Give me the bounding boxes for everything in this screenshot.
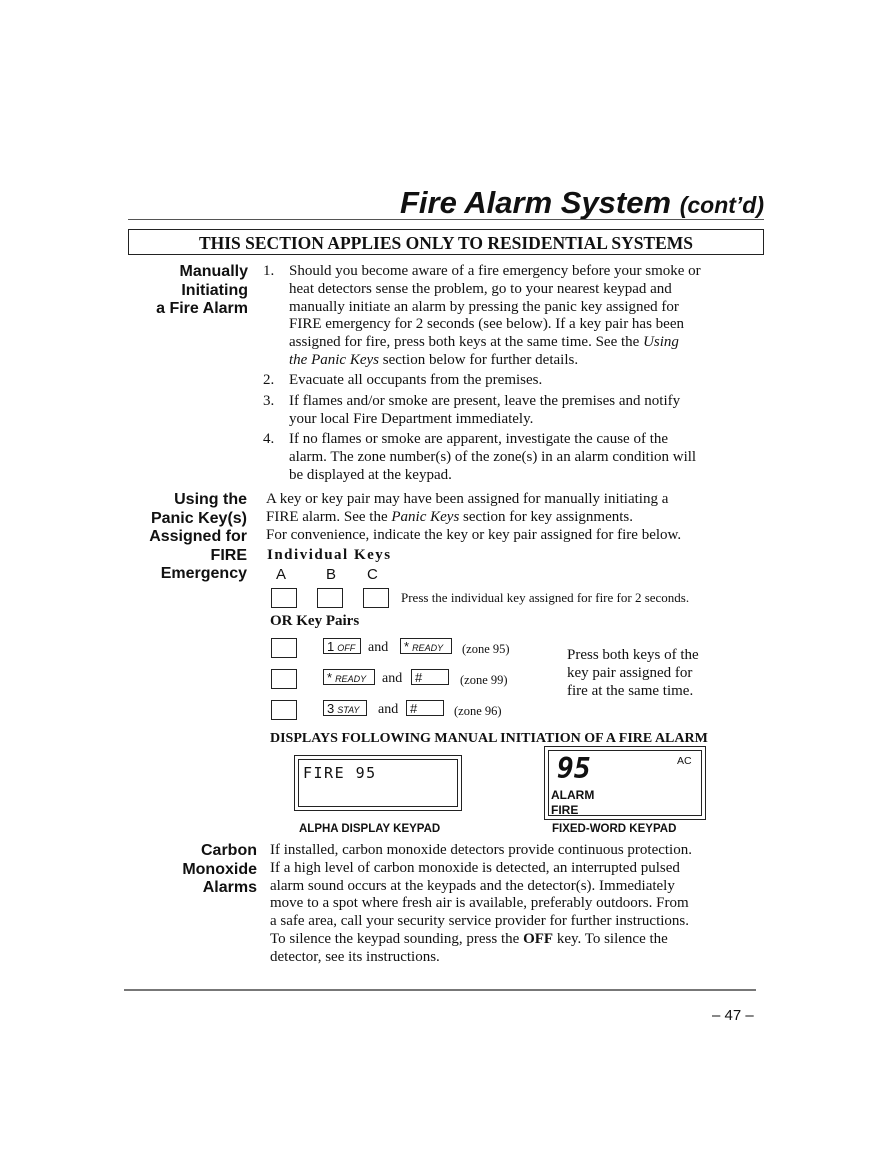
and-text: and [368,640,389,655]
co-off-key: OFF [523,930,554,947]
key-label: * [404,639,410,654]
co-line: If installed, carbon monoxide detectors provide continuous protection. [270,842,692,858]
step-line: assigned for fire, press both keys at the same time. See the [289,334,644,351]
individual-key-box-a [271,588,297,608]
co-line: move to a spot where fresh air is available, preferably outdoors. From [270,895,689,912]
individual-key-box-c [363,588,389,608]
co-line: key. To silence the [553,930,668,947]
fixed-display [544,746,706,820]
step-2-text [289,372,542,390]
fixed-label: FIXED-WORD KEYPAD [552,823,677,835]
step-line: alarm. The zone number(s) of the zone(s) in an alarm condition will [289,448,697,465]
co-heading [182,842,257,898]
note-line: Press both keys of the [567,647,699,663]
individual-key-box-b [317,588,343,608]
note-line: fire at the same time. [567,682,694,699]
co-text [270,842,750,967]
page-title [0,185,764,221]
key-sub: READY [412,643,444,653]
panic-heading-line: Emergency [160,565,247,582]
step-line: If flames and/or smoke are present, leave the premises and notify [289,393,681,409]
pair-box [271,638,297,658]
residential-banner: THIS SECTION APPLIES ONLY TO RESIDENTIAL SYSTEMS [128,229,764,255]
step-line: be displayed at the keypad. [289,466,452,483]
key-pairs-heading: OR Key Pairs [270,613,360,629]
fixed-display-number: 95 [557,752,591,785]
title-rule [128,219,764,220]
panic-heading-line: Assigned for [149,528,247,545]
panic-italic: Panic Keys [391,508,460,525]
key-star-ready [400,638,452,654]
step-1-text [289,263,759,370]
step-line: Evacuate all occupants from the premises. [289,372,543,388]
key-letter-a: A [276,566,287,583]
panic-heading [149,491,247,584]
step-number: 1. [263,263,275,279]
panic-line: A key or key pair may have been assigned for manually initiating a [266,491,669,507]
key-label: 3 [327,701,335,716]
fixed-ac: AC [677,755,692,767]
alpha-label: ALPHA DISPLAY KEYPAD [299,823,441,835]
key-sub: STAY [337,705,360,715]
and-text: and [382,671,403,686]
key-label: * [327,670,333,685]
individual-keys-heading: Individual Keys [267,547,392,563]
step-line: heat detectors sense the problem, go to your nearest keypad and [289,280,672,297]
pair-box [271,669,297,689]
key-sub: OFF [337,643,356,653]
panic-line: section for key assignments. [459,508,634,525]
step-italic: Using [643,334,679,351]
panic-intro [266,491,756,544]
step-4-text [289,431,696,484]
key-letter-c: C [367,566,378,583]
zone-label: (zone 99) [460,673,508,687]
manual-heading [156,263,248,319]
step-line: If no flames or smoke are apparent, investigate the cause of the [289,431,669,447]
note-line: key pair assigned for [567,664,693,681]
manual-heading-line: Initiating [181,281,248,299]
key-1-off [323,638,361,654]
and-text: and [378,702,399,717]
pair-box [271,700,297,720]
step-number: 2. [263,372,275,388]
step-3-text [289,393,680,429]
page-number: – 47 – [712,1007,754,1024]
pairs-note [567,647,699,700]
displays-heading: DISPLAYS FOLLOWING MANUAL INITIATION OF A FIRE ALARM [270,731,708,746]
zone-label: (zone 96) [454,704,502,718]
panic-heading-line: Panic Key(s) [150,509,247,527]
co-line: If a high level of carbon monoxide is detected, an interrupted pulsed [270,859,680,876]
key-star-ready [323,669,375,685]
key-label: 1 [327,639,335,654]
co-line: alarm sound occurs at the keypads and the detector(s). Immediately [270,877,675,894]
co-line: a safe area, call your security service provider for further instructions. [270,913,689,930]
step-number: 4. [263,431,275,447]
co-line: detector, see its instructions. [270,948,440,965]
footer-rule [124,989,756,991]
fixed-fire: FIRE [551,803,579,817]
manual-heading-line: Manually [179,263,248,280]
key-label: # [415,670,423,685]
key-letter-b: B [326,566,337,583]
co-heading-line: Carbon [201,842,257,859]
panic-heading-line: FIRE [210,546,247,564]
panic-line: For convenience, indicate the key or key pair assigned for fire below. [266,526,682,543]
zone-label: (zone 95) [462,642,510,656]
co-heading-line: Alarms [202,879,257,896]
alpha-display [294,755,462,811]
co-line: To silence the keypad sounding, press the [270,930,524,947]
step-line: FIRE emergency for 2 seconds (see below). If a key pair has been [289,316,684,333]
key-pound [411,669,449,685]
step-line: section below for further details. [378,351,579,368]
alpha-display-text: FIRE 95 [303,764,377,782]
key-sub: READY [335,674,367,684]
individual-note: Press the individual key assigned for fire for 2 seconds. [401,590,690,605]
step-line: your local Fire Department immediately. [289,410,534,427]
key-3-stay [323,700,367,716]
fixed-alarm: ALARM [551,788,595,802]
key-label: # [410,701,418,716]
step-number: 3. [263,393,275,409]
manual-heading-line: a Fire Alarm [156,300,248,317]
step-line: Should you become aware of a fire emergency before your smoke or [289,263,701,279]
panic-heading-line: Using the [174,491,247,508]
co-heading-line: Monoxide [182,860,257,878]
step-line: manually initiate an alarm by pressing the panic key assigned for [289,298,679,315]
title-suffix: (cont’d) [679,192,764,218]
title-main: Fire Alarm System [399,185,672,220]
key-pound [406,700,444,716]
step-italic-2: the Panic Keys [289,351,379,368]
panic-line: FIRE alarm. See the [266,508,392,525]
